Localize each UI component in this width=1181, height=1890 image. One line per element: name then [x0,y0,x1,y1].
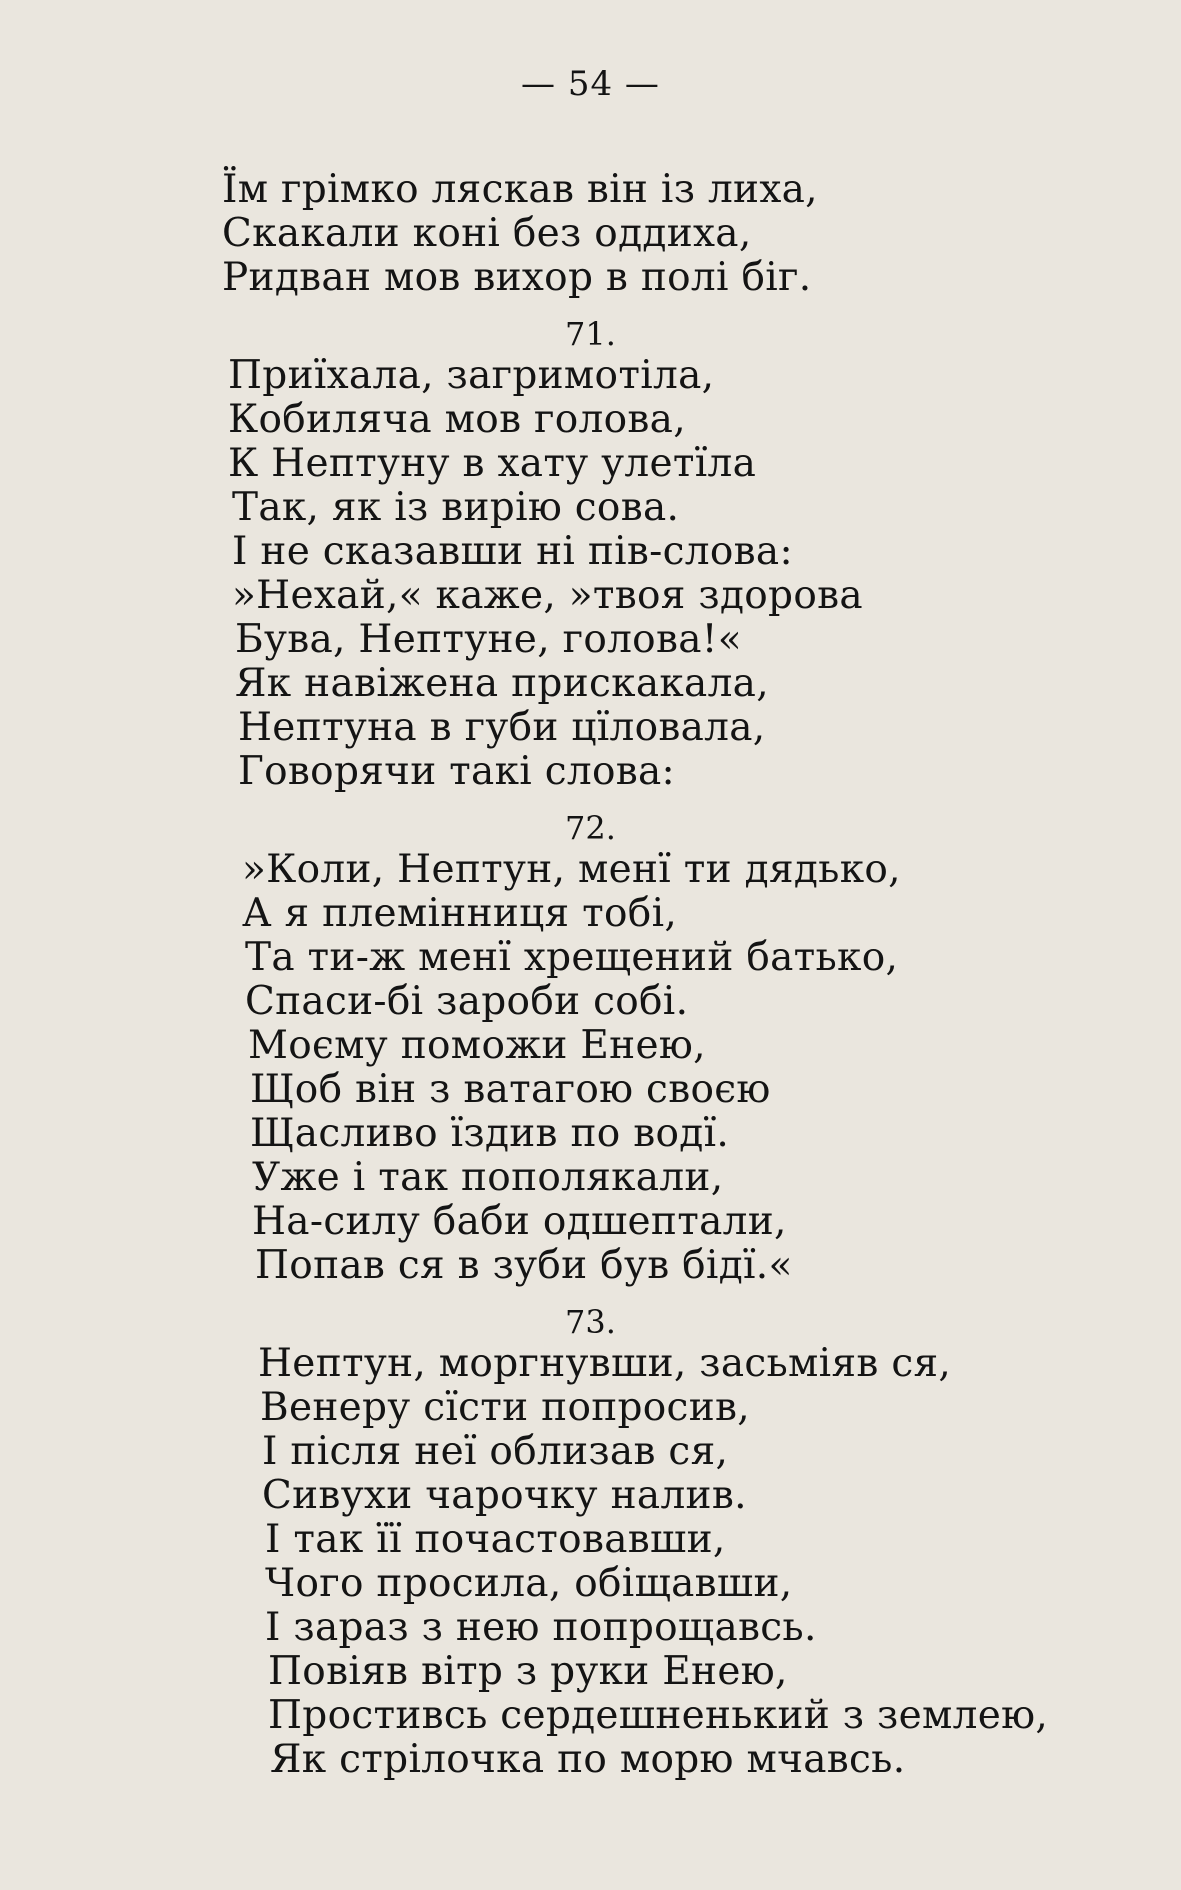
verse-line: »Коли, Нептун, менї ти дядько, [242,847,901,892]
verse-line: І зараз з нею попрощавсь. [265,1605,817,1650]
verse-line: Нептуна в губи цїловала, [238,705,766,750]
verse-line: Попав ся в зуби був бідї.« [255,1243,793,1288]
verse-line: Їм грімко ляскав він із лиха, [222,167,818,212]
verse-line: Уже і так пополякали, [252,1155,724,1200]
verse-line: Бува, Нептуне, голова!« [235,617,742,662]
verse-line: Простивсь сердешненький з землею, [268,1693,1049,1738]
stanza-number: 73. [565,1303,616,1341]
page-number: — 54 — [521,64,660,104]
stanza-number: 71. [565,315,616,353]
verse-line: Кобиляча мов голова, [228,397,686,442]
verse-line: »Нехай,« каже, »твоя здорова [232,573,863,618]
verse-line: Як стрілочка по морю мчавсь. [270,1737,906,1782]
verse-line: Нептун, моргнувши, засьміяв ся, [258,1341,952,1386]
verse-line: Сивухи чарочку налив. [262,1473,747,1518]
verse-line: Та ти-ж менї хрещений батько, [245,935,899,980]
verse-line: І не сказавши ні пів-слова: [232,529,793,574]
verse-line: Чого просила, обіщавши, [265,1561,793,1606]
verse-line: А я племінниця тобі, [242,891,678,936]
verse-line: Венеру сїсти попросив, [260,1385,750,1430]
verse-line: Ридван мов вихор в полі біг. [222,255,812,300]
verse-line: К Нептуну в хату улетїла [228,441,757,486]
verse-line: Приїхала, загримотіла, [228,353,715,398]
verse-line: На-силу баби одшептали, [252,1199,787,1244]
verse-line: І так її почастовавши, [265,1517,726,1562]
stanza-number: 72. [565,809,616,847]
verse-line: Скакали коні без оддиха, [222,211,752,256]
verse-line: Щоб він з ватагою своєю [250,1067,771,1112]
verse-line: Як навіжена прискакала, [235,661,769,706]
verse-line: Так, як із вирію сова. [232,485,680,530]
verse-line: Говорячи такі слова: [238,749,675,794]
verse-line: Спаси-бі зароби собі. [245,979,689,1024]
verse-line: Повіяв вітр з руки Енею, [268,1649,788,1694]
verse-line: Моєму поможи Енею, [248,1023,706,1068]
verse-line: Щасливо їздив по водї. [250,1111,730,1156]
verse-line: І після неї облизав ся, [262,1429,729,1474]
